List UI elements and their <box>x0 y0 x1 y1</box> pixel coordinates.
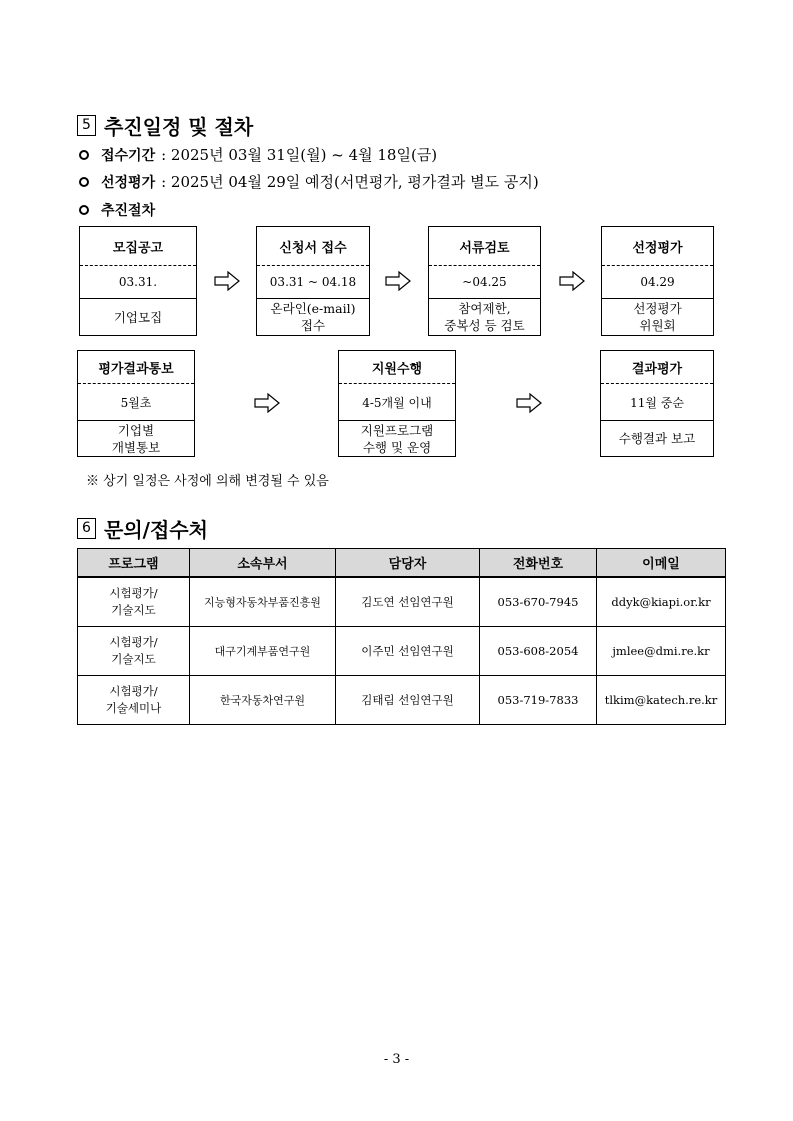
step-title: 서류검토 <box>429 227 540 266</box>
section-title: 추진일정 및 절차 <box>104 115 254 139</box>
bullet-selection-evaluation <box>77 171 539 192</box>
cell-email: jmlee@dmi.re.kr <box>597 627 726 676</box>
schedule-footnote: ※ 상기 일정은 사정에 의해 변경될 수 있음 <box>86 474 329 489</box>
bullet-text: : 2025년 04월 29일 예정(서면평가, 평가결과 별도 공지) <box>161 173 539 191</box>
cell-email: ddyk@kiapi.or.kr <box>597 577 726 627</box>
step-result-notification <box>77 350 195 457</box>
step-selection-evaluation <box>601 226 714 336</box>
cell-department: 대구기계부품연구원 <box>190 627 336 676</box>
arrow-right-icon <box>214 271 240 291</box>
circle-bullet-icon <box>79 205 89 215</box>
contact-table <box>77 548 726 725</box>
cell-program: 시험평가/ 기술세미나 <box>78 676 190 725</box>
cell-contact-person: 김도연 선임연구원 <box>336 577 480 627</box>
column-header-department: 소속부서 <box>190 549 336 578</box>
bullet-procedure <box>77 200 161 220</box>
step-application-submission <box>256 226 370 336</box>
step-note: 기업별 개별통보 <box>111 422 161 455</box>
step-note: 수행결과 보고 <box>618 431 696 446</box>
table-row <box>78 676 726 725</box>
column-header-phone: 전화번호 <box>480 549 597 578</box>
step-note: 지원프로그램 수행 및 운영 <box>360 422 434 455</box>
step-support-execution <box>338 350 456 457</box>
column-header-program: 프로그램 <box>78 549 190 578</box>
bullet-label: 접수기간 <box>101 147 156 164</box>
step-date: 03.31. <box>80 266 196 299</box>
cell-program: 시험평가/ 기술지도 <box>78 627 190 676</box>
step-title: 신청서 접수 <box>257 227 369 266</box>
step-title: 평가결과통보 <box>78 351 194 384</box>
section-number-box: 5 <box>77 115 96 136</box>
section-5-heading <box>77 111 253 140</box>
step-title: 결과평가 <box>601 351 713 384</box>
step-note: 기업모집 <box>113 309 163 325</box>
cell-department: 한국자동차연구원 <box>190 676 336 725</box>
section-title: 문의/접수처 <box>104 518 208 542</box>
step-title: 지원수행 <box>339 351 455 384</box>
table-header-row <box>78 549 726 578</box>
table-row <box>78 577 726 627</box>
step-recruitment-notice <box>79 226 197 336</box>
arrow-right-icon <box>385 271 411 291</box>
table-row <box>78 627 726 676</box>
step-date: ~04.25 <box>429 266 540 299</box>
step-note: 온라인(e-mail) 접수 <box>270 301 356 333</box>
bullet-reception-period <box>77 144 437 165</box>
step-title: 선정평가 <box>602 227 713 266</box>
column-header-contact-person: 담당자 <box>336 549 480 578</box>
arrow-right-icon <box>254 393 280 413</box>
bullet-label: 선정평가 <box>101 174 156 191</box>
cell-phone: 053-608-2054 <box>480 627 597 676</box>
cell-phone: 053-719-7833 <box>480 676 597 725</box>
cell-program: 시험평가/ 기술지도 <box>78 577 190 627</box>
section-number-box: 6 <box>77 518 96 539</box>
step-date: 03.31 ~ 04.18 <box>257 266 369 299</box>
cell-phone: 053-670-7945 <box>480 577 597 627</box>
cell-contact-person: 김태림 선임연구원 <box>336 676 480 725</box>
step-date: 4-5개월 이내 <box>339 384 455 421</box>
step-note: 선정평가 위원회 <box>633 301 682 333</box>
bullet-text: : 2025년 03월 31일(월) ~ 4월 18일(금) <box>161 146 438 164</box>
step-title: 모집공고 <box>80 227 196 266</box>
bullet-label: 추진절차 <box>101 203 156 219</box>
step-note: 참여제한, 중복성 등 검토 <box>444 301 525 333</box>
step-document-review <box>428 226 541 336</box>
step-result-evaluation <box>600 350 714 457</box>
step-date: 11월 중순 <box>601 384 713 421</box>
page-number: - 3 - <box>383 1052 410 1067</box>
step-date: 04.29 <box>602 266 713 299</box>
arrow-right-icon <box>516 393 542 413</box>
cell-contact-person: 이주민 선임연구원 <box>336 627 480 676</box>
arrow-right-icon <box>559 271 585 291</box>
cell-email: tlkim@katech.re.kr <box>597 676 726 725</box>
section-6-heading <box>77 514 208 543</box>
circle-bullet-icon <box>79 150 89 160</box>
step-date: 5월초 <box>78 384 194 421</box>
cell-department: 지능형자동차부품진흥원 <box>190 577 336 627</box>
column-header-email: 이메일 <box>597 549 726 578</box>
circle-bullet-icon <box>79 177 89 187</box>
